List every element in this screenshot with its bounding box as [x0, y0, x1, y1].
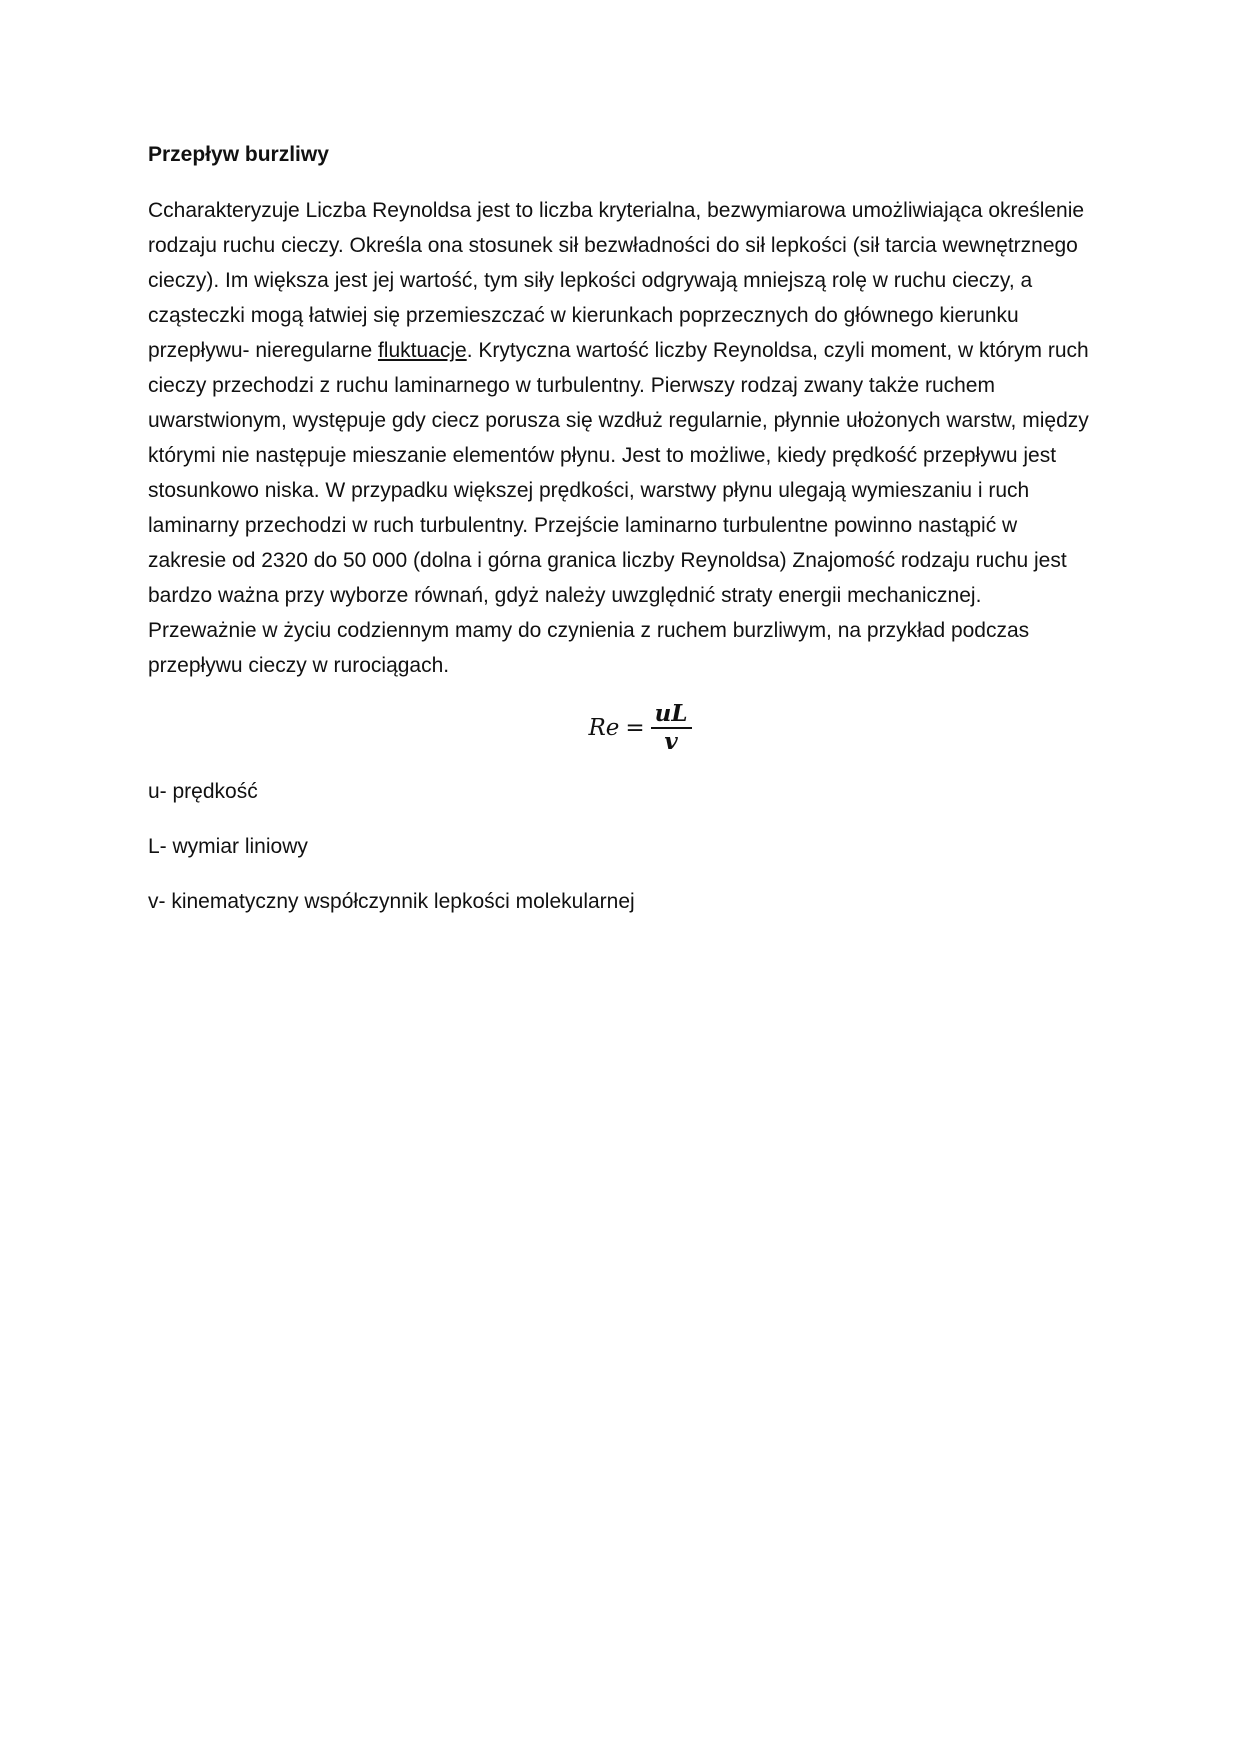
paragraph-text-end: . Krytyczna wartość liczby Reynoldsa, czyli moment, w którym ruch cieczy przechodzi z ruchu laminarnego w turbulentny. Pierwszy rodzaj zwany także ruchem uwarstwionym, występuje gdy ciecz porusza się wzdłuż regularnie, płynnie ułożonych warstw, między którymi nie następuje mieszanie elementów płynu. Jest to możliwe, kiedy prędkość przepływu jest stosunkowo niska. W przypadku większej prędkości, warstwy płynu ulegają wymieszaniu i ruch laminarny przechodzi w ruch turbulentny. Przejście laminarno turbulentne powinno nastąpić w zakresie od 2320 do 50 000 (dolna i górna granica liczby Reynoldsa) Znajomość rodzaju ruchu jest bardzo ważna przy wyborze równań, gdyż należy uwzględnić straty energii mechanicznej. Przeważnie w życiu codziennym mamy do czynienia z ruchem burzliwym, na przykład podczas przepływu cieczy w rurociągach. — [148, 339, 1089, 677]
definition-velocity: u- prędkość — [148, 780, 258, 803]
formula-denominator: v — [664, 728, 678, 755]
page-title: Przepływ burzliwy — [148, 143, 329, 166]
formula-fraction — [651, 701, 692, 755]
body-paragraph — [148, 193, 1092, 683]
paragraph-text-start: Ccharakteryzuje Liczba Reynoldsa jest to liczba kryterialna, bezwymiarowa umożliwiająca określenie rodzaju ruchu cieczy. Określa ona stosunek sił bezwładności do sił lepkości (sił tarcia wewnętrznego cieczy). Im większa jest jej wartość, tym siły lepkości odgrywają mniejszą rolę w ruchu cieczy, a cząsteczki mogą łatwiej się przemieszczać w kierunkach poprzecznych do głównego kierunku przepływu- nieregularne — [148, 199, 1085, 362]
formula-numerator: uL — [654, 700, 688, 727]
formula-lhs: Re — [588, 715, 620, 741]
reynolds-formula — [148, 701, 1092, 755]
definition-length: L- wymiar liniowy — [148, 835, 308, 858]
formula-equals: = — [625, 715, 645, 741]
definition-viscosity: v- kinematyczny współczynnik lepkości molekularnej — [148, 890, 635, 913]
fluktuacje-link[interactable]: fluktuacje — [377, 339, 467, 362]
document-page — [148, 140, 1092, 917]
